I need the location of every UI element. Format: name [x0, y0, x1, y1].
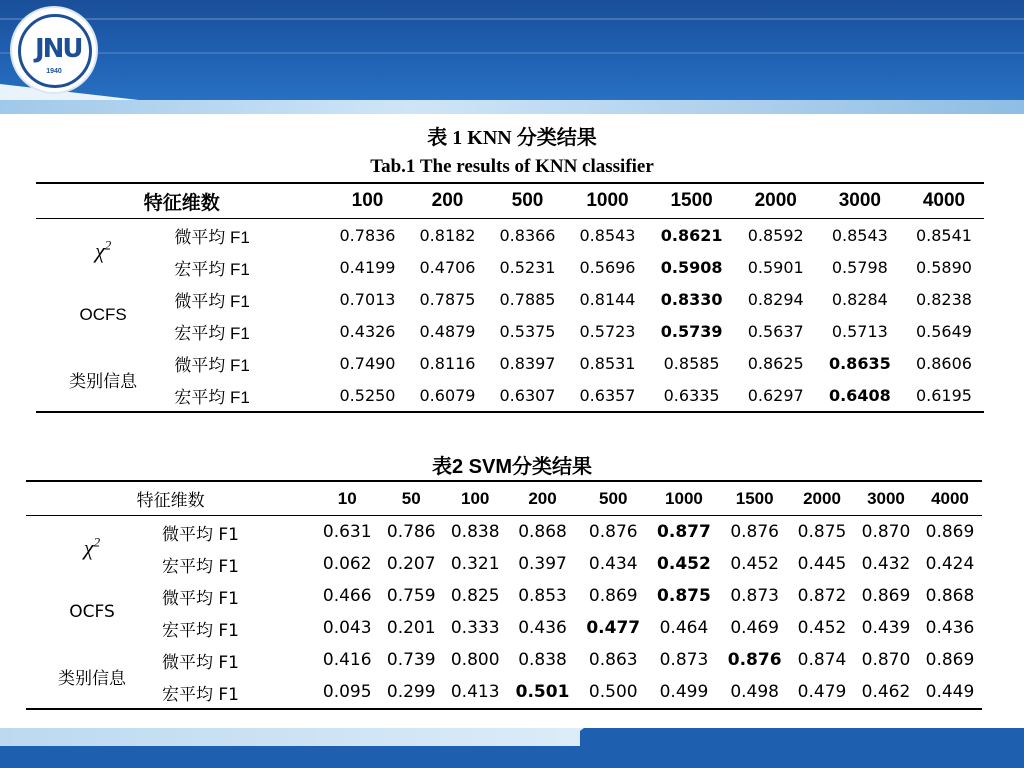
svm-corner-label: 特征维数: [26, 481, 315, 516]
value-cell: 0.466: [322, 586, 372, 606]
value-cell: 0.8182: [419, 225, 476, 245]
svm-col-header: 50: [379, 481, 443, 516]
value-cell: 0.6079: [419, 385, 476, 405]
knn-col-header: 1000: [568, 183, 648, 219]
value-cell: 0.4879: [419, 321, 476, 341]
value-cell: 0.477: [586, 618, 641, 638]
group-label: 类别信息: [69, 371, 138, 391]
knn-col-header: 200: [408, 183, 488, 219]
value-cell: 0.095: [322, 682, 372, 702]
knn-header-row: [36, 183, 984, 219]
knn-title-en: Tab.1 The results of KNN classifier: [370, 156, 654, 177]
value-cell: 0.452: [797, 618, 847, 638]
value-cell: 0.631: [322, 522, 372, 542]
value-cell: 0.759: [386, 586, 436, 606]
svm-col-header: 1000: [649, 481, 720, 516]
value-cell: 0.464: [659, 618, 709, 638]
value-cell: 0.062: [322, 554, 372, 574]
value-cell: 0.7836: [339, 225, 396, 245]
svm-header-row: [26, 481, 982, 516]
knn-title-cn: 表 1 KNN 分类结果: [427, 127, 597, 149]
logo-mark: JNU: [35, 34, 82, 64]
table-row: [26, 644, 982, 676]
svm-col-header: 200: [507, 481, 578, 516]
value-cell: 0.800: [450, 650, 500, 670]
value-cell: 0.8397: [499, 353, 556, 373]
table-row: [36, 219, 984, 252]
value-cell: 0.868: [518, 522, 567, 542]
value-cell: 0.5637: [747, 321, 804, 341]
metric-label: 宏平均 F1: [161, 684, 239, 705]
value-cell: 0.870: [861, 522, 911, 542]
logo-year: 1940: [46, 68, 62, 75]
table-row: [36, 347, 984, 379]
value-cell: 0.413: [450, 682, 500, 702]
value-cell: 0.499: [659, 682, 709, 702]
value-cell: 0.4326: [339, 321, 396, 341]
svm-body: [26, 516, 982, 710]
value-cell: 0.8543: [831, 225, 888, 245]
value-cell: 0.869: [925, 522, 975, 542]
metric-label: 宏平均 F1: [174, 323, 250, 343]
group-label: OCFS: [69, 602, 115, 622]
chi-exponent: 2: [93, 534, 101, 550]
svm-col-header: 100: [443, 481, 507, 516]
header-banner: [0, 0, 1024, 114]
svm-title: 表2 SVM分类结果: [431, 456, 593, 478]
footer-banner: [0, 728, 1024, 768]
table-row: [36, 379, 984, 412]
value-cell: 0.869: [588, 586, 638, 606]
value-cell: 0.6307: [499, 385, 556, 405]
group-label: [36, 219, 170, 284]
value-cell: 0.5713: [831, 321, 888, 341]
table-row: [26, 516, 982, 549]
metric-label: 微平均 F1: [174, 227, 250, 247]
knn-col-header: 3000: [816, 183, 904, 219]
value-cell: 0.8543: [579, 225, 636, 245]
value-cell: 0.5908: [660, 257, 723, 277]
knn-results-table: [36, 182, 984, 413]
value-cell: 0.873: [730, 586, 779, 606]
value-cell: 0.432: [861, 554, 911, 574]
value-cell: 0.876: [588, 522, 638, 542]
value-cell: 0.424: [925, 554, 975, 574]
svm-col-header: 10: [315, 481, 379, 516]
chi-exponent: 2: [104, 237, 112, 253]
value-cell: 0.8238: [915, 289, 972, 309]
value-cell: 0.7885: [499, 289, 556, 309]
banner-streak: [0, 18, 1024, 20]
value-cell: 0.838: [518, 650, 567, 670]
value-cell: 0.7875: [419, 289, 476, 309]
value-cell: 0.869: [861, 586, 911, 606]
svm-col-header: 1500: [719, 481, 790, 516]
value-cell: 0.838: [450, 522, 500, 542]
value-cell: 0.739: [386, 650, 436, 670]
value-cell: 0.853: [518, 586, 567, 606]
value-cell: 0.5250: [339, 385, 396, 405]
chi-base: χ: [83, 535, 94, 561]
value-cell: 0.875: [657, 586, 711, 606]
value-cell: 0.207: [386, 554, 436, 574]
footer-light-band: [0, 728, 580, 746]
value-cell: 0.501: [515, 682, 570, 702]
value-cell: 0.5739: [660, 321, 723, 341]
value-cell: 0.8366: [499, 225, 556, 245]
value-cell: 0.8294: [747, 289, 804, 309]
value-cell: 0.416: [322, 650, 372, 670]
value-cell: 0.043: [322, 618, 372, 638]
value-cell: 0.7490: [339, 353, 396, 373]
value-cell: 0.4706: [419, 257, 476, 277]
value-cell: 0.469: [730, 618, 779, 638]
value-cell: 0.6408: [828, 385, 891, 405]
value-cell: 0.436: [518, 618, 567, 638]
value-cell: 0.5890: [915, 257, 972, 277]
metric-label: 微平均 F1: [174, 291, 250, 311]
value-cell: 0.6195: [915, 385, 972, 405]
value-cell: 0.452: [730, 554, 779, 574]
table-row: [36, 315, 984, 347]
value-cell: 0.321: [450, 554, 500, 574]
value-cell: 0.5375: [499, 321, 556, 341]
table-row: [26, 580, 982, 612]
value-cell: 0.333: [450, 618, 500, 638]
value-cell: 0.8284: [831, 289, 888, 309]
value-cell: 0.5231: [499, 257, 556, 277]
svm-col-header: 500: [578, 481, 649, 516]
group-label: OCFS: [79, 305, 127, 324]
knn-body: [36, 219, 984, 413]
value-cell: 0.8330: [660, 289, 723, 309]
metric-label: 微平均 F1: [174, 355, 250, 375]
value-cell: 0.5723: [579, 321, 636, 341]
banner-streak: [0, 52, 1024, 54]
university-logo: [12, 8, 96, 92]
chi-square-symbol: [84, 535, 100, 560]
knn-corner-label: 特征维数: [36, 183, 328, 219]
value-cell: 0.8635: [828, 353, 891, 373]
value-cell: 0.870: [861, 650, 911, 670]
value-cell: 0.8585: [663, 353, 720, 373]
banner-band: [0, 100, 1024, 114]
chi-base: χ: [95, 238, 105, 264]
knn-col-header: 500: [488, 183, 568, 219]
value-cell: 0.452: [657, 554, 711, 574]
value-cell: 0.500: [588, 682, 638, 702]
value-cell: 0.8592: [747, 225, 804, 245]
value-cell: 0.869: [925, 650, 975, 670]
value-cell: 0.6357: [579, 385, 636, 405]
table-row: [26, 612, 982, 644]
value-cell: 0.6297: [747, 385, 804, 405]
svm-col-header: 4000: [918, 481, 982, 516]
value-cell: 0.874: [797, 650, 847, 670]
value-cell: 0.8541: [915, 225, 972, 245]
svm-results-table: [26, 480, 982, 710]
value-cell: 0.872: [797, 586, 847, 606]
table-row: [36, 251, 984, 283]
svm-col-header: 2000: [790, 481, 854, 516]
value-cell: 0.875: [797, 522, 847, 542]
value-cell: 0.873: [659, 650, 709, 670]
value-cell: 0.436: [925, 618, 975, 638]
value-cell: 0.479: [797, 682, 847, 702]
value-cell: 0.434: [588, 554, 638, 574]
svm-col-header: 3000: [854, 481, 918, 516]
knn-col-header: 2000: [736, 183, 816, 219]
value-cell: 0.8606: [915, 353, 972, 373]
metric-label: 宏平均 F1: [174, 387, 250, 407]
metric-label: 宏平均 F1: [161, 620, 239, 641]
metric-label: 微平均 F1: [161, 652, 239, 673]
footer-wedge: [560, 728, 584, 746]
value-cell: 0.4199: [339, 257, 396, 277]
metric-label: 微平均 F1: [161, 588, 239, 609]
value-cell: 0.445: [797, 554, 847, 574]
value-cell: 0.7013: [339, 289, 396, 309]
value-cell: 0.825: [450, 586, 500, 606]
value-cell: 0.876: [727, 650, 782, 670]
value-cell: 0.868: [925, 586, 975, 606]
value-cell: 0.8144: [579, 289, 636, 309]
table-row: [36, 283, 984, 315]
value-cell: 0.8621: [660, 225, 723, 245]
value-cell: 0.786: [386, 522, 436, 542]
metric-label: 宏平均 F1: [161, 556, 239, 577]
value-cell: 0.6335: [663, 385, 720, 405]
value-cell: 0.8531: [579, 353, 636, 373]
value-cell: 0.8116: [419, 353, 476, 373]
value-cell: 0.877: [657, 522, 711, 542]
knn-col-header: 100: [328, 183, 408, 219]
value-cell: 0.449: [925, 682, 975, 702]
value-cell: 0.8625: [747, 353, 804, 373]
value-cell: 0.397: [518, 554, 567, 574]
value-cell: 0.5901: [747, 257, 804, 277]
value-cell: 0.863: [588, 650, 638, 670]
group-label: [26, 516, 158, 581]
value-cell: 0.462: [861, 682, 911, 702]
metric-label: 微平均 F1: [161, 524, 239, 545]
knn-col-header: 4000: [904, 183, 984, 219]
metric-label: 宏平均 F1: [174, 259, 250, 279]
value-cell: 0.439: [861, 618, 911, 638]
value-cell: 0.5798: [831, 257, 888, 277]
chi-square-symbol: [95, 238, 111, 263]
group-label: 类别信息: [57, 668, 126, 689]
value-cell: 0.5696: [579, 257, 636, 277]
table-row: [26, 676, 982, 709]
table-row: [26, 548, 982, 580]
value-cell: 0.876: [730, 522, 779, 542]
value-cell: 0.5649: [915, 321, 972, 341]
value-cell: 0.498: [730, 682, 779, 702]
knn-col-header: 1500: [648, 183, 736, 219]
value-cell: 0.299: [386, 682, 436, 702]
value-cell: 0.201: [386, 618, 436, 638]
